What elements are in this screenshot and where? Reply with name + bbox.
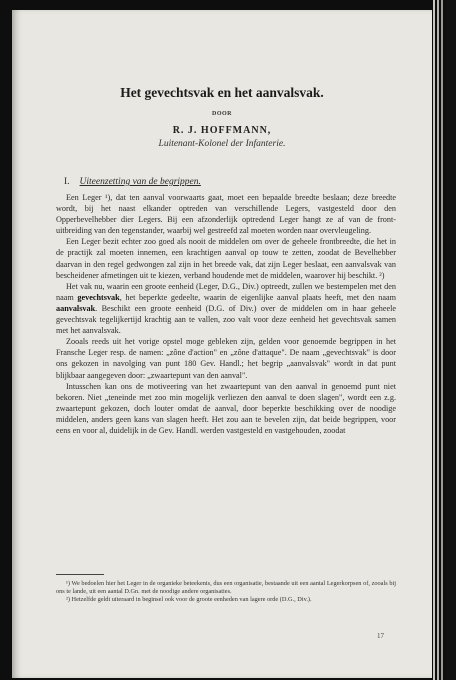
section-number: I. <box>64 177 70 187</box>
page-edge <box>433 0 435 680</box>
footnote-1: ¹) We bedoelen hier het Leger in de organieke beteekenis, dus een organisatie, bestaande uit een aantal Legerkorpsen of, zooals bij ons te lande, uit een aantal D.Gn. met de noodige andere organisaties. <box>56 580 396 595</box>
footnote-2: ²) Hetzelfde geldt uiteraard in beginsel ook voor de groote eenheden van lagere orde (D.G., Div.). <box>66 595 312 603</box>
section-title: Uiteenzetting van de begrippen. <box>79 177 201 187</box>
paragraph-3-pre: Het vak nu, waarin een groote eenheid (Leger, D.G., Div.) optreedt, zullen we bestempelen met den naam <box>56 281 396 302</box>
body-text <box>56 192 396 436</box>
paragraph-4: Zooals reeds uit het vorige opstel moge gebleken zijn, gelden voor genoemde begrippen in het Fransche Leger resp. de namen: „zône d'action" en „zône d'attaque". De naam „gevechtsvak" is door ons gekozen in navolging van punt 180 Gev. Handl.; het begrip „aanvalsvak" wordt in dat punt blijkbaar aangegeven door: „zwaartepunt van den aanval". <box>56 337 396 380</box>
paragraph-5: Intusschen kan ons de motiveering van het zwaartepunt van den aanval in genoemd punt niet bekoren. Niet „teneinde met zoo min mogelijk verliezen den aanval te doen slagen", wordt een z.g. zwaartepunt gekozen, doch louter omdat de aanval, door beperkte beschikking over de noodige middelen, anders geen kans van slagen heeft. Het zou aan te bevelen zijn, dat beide begrippen, voor eens en voor al, duidelijk in de Gev. Handl. werden vastgesteld en vastgehouden, zoodat <box>56 381 396 435</box>
page <box>12 10 432 678</box>
paragraph-3-mid: , het beperkte gedeelte, waarin de eigenlijke aanval plaats heeft, met den naam <box>119 292 397 302</box>
paragraph-3-post: . Beschikt een groote eenheid (D.G. of Div.) over de middelen om in haar geheele gevechtsvak tegelijkertijd krachtig aan te vallen, zoo valt voor deze eenheid het gevechtsvak samen met het aanvalsvak. <box>56 303 396 336</box>
paragraph-2: Een Leger bezit echter zoo goed als nooit de middelen om over de geheele frontbreedte, die het in de practijk zal moeten innemen, een krachtigen aanval op touw te zetten, zoodat de Bevelhebber daarvan in den regel gedwongen zal zijn in het breede vak, dat zijn Leger beslaat, een aanvalsvak van bescheidener afmetingen uit te kiezen, verband houdende met de middelen, waarover hij beschikt. ²) <box>56 237 396 280</box>
term-gevechtsvak: gevechtsvak <box>77 292 120 302</box>
footnote-divider <box>56 574 104 575</box>
footnotes <box>56 580 396 604</box>
by-line: DOOR <box>212 111 232 117</box>
page-edge <box>441 0 443 680</box>
paragraph-1: Een Leger ¹), dat ten aanval voorwaarts gaat, moet een bepaalde breedte beslaan; deze breedte wordt, bij het naast elkander optreden van verschillende Legers, vastgesteld door den Opperbevelhebber dier Legers. Bij een afzonderlijk optredend Leger hangt ze af van de front-uitbreiding van den tegenstander, waarbij wel gestreefd zal moeten worden naar overvleugeling. <box>56 193 396 236</box>
author-name: R. J. HOFFMANN, <box>172 125 272 136</box>
page-number: 17 <box>377 632 384 640</box>
term-aanvalsvak: aanvalsvak <box>56 303 96 313</box>
paragraph-3 <box>56 281 396 336</box>
section-heading <box>64 177 201 187</box>
page-edge <box>437 0 439 680</box>
page-edge <box>446 0 456 680</box>
article-title: Het gevechtsvak en het aanvalsvak. <box>120 85 324 100</box>
author-rank: Luitenant-Kolonel der Infanterie. <box>158 139 286 149</box>
